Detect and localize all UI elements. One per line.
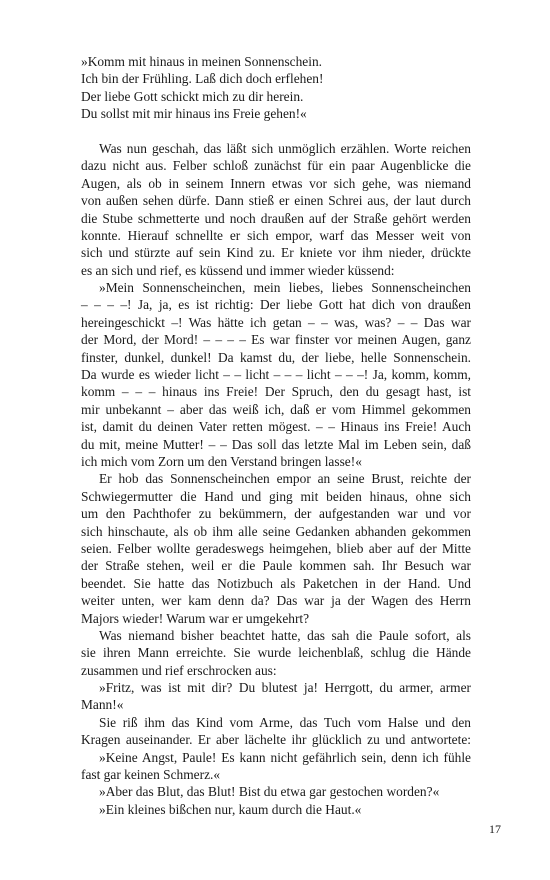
text-line: Schwiegermutter die Hand und ging mit beiden hinaus, ohne sich xyxy=(81,488,471,504)
poem-line: Der liebe Gott schickt mich zu dir herein. xyxy=(81,88,304,104)
text-line: hereingeschickt –! Was hätte ich getan – – was, was? – – Das war xyxy=(81,314,471,330)
text-line: es an sich und rief, es küssend und immer wieder küssend: xyxy=(81,262,395,278)
text-line: du mit, meine Mutter! – – Das soll das letzte Mal im Leben sein, daß xyxy=(81,436,471,452)
text-line: komm – – – hinaus ins Freie! Der Spruch, den du gesagt hast, ist xyxy=(81,384,471,400)
text-line: »Ein kleines bißchen nur, kaum durch die Haut.« xyxy=(99,801,362,817)
text-line: zusammen und rief erschrocken aus: xyxy=(81,662,277,678)
poem-line: Du sollst mit mir hinaus ins Freie gehen!« xyxy=(81,106,307,122)
text-line: der Straße stehen, weil er die Paule kommen sah. Ihr Besuch war xyxy=(81,558,471,574)
text-line: beendet. Sie hatte das Notizbuch als Paketchen in der Hand. Und xyxy=(81,575,471,591)
text-line: Da wurde es wieder licht – – licht – – – licht – – –! Ja, komm, komm, xyxy=(81,367,471,383)
text-line: mir unbekannt – aber das weiß ich, daß er vom Himmel gekommen xyxy=(81,401,471,417)
text-line: um den Pachthofer zu bekümmern, der aufgestanden war und vor xyxy=(81,506,471,522)
text-line: Majors wieder! Warum war er umgekehrt? xyxy=(81,610,310,626)
text-line: Kragen auseinander. Er aber lächelte ihr glücklich zu und antwortete: xyxy=(81,732,471,748)
text-line: Augen, als ob in seinem Innern etwas vor sich gehe, was niemand xyxy=(81,175,471,191)
poem-line: »Komm mit hinaus in meinen Sonnenschein. xyxy=(81,54,323,69)
poem-line: Ich bin der Frühling. Laß dich doch erflehen! xyxy=(81,71,324,87)
text-line: fast gar keinen Schmerz.« xyxy=(81,767,221,783)
page-body xyxy=(81,53,471,818)
text-line: Mann!« xyxy=(81,697,124,713)
text-line: der Mord, der Mord! – – – – Es war finster vor meinen Augen, ganz xyxy=(81,332,471,348)
text-line: dazu nicht aus. Felber schloß zunächst für ein paar Augenblicke die xyxy=(81,158,471,174)
text-line: konnte. Hierauf schnellte er sich empor, warf das Messer weit von xyxy=(81,227,471,243)
text-line: sich hinschaute, als ob ihm alle seine Gedanken abhanden gekommen xyxy=(81,523,471,539)
page-number: 17 xyxy=(489,822,501,836)
text-line: Sie riß ihm das Kind vom Arme, das Tuch vom Halse und den xyxy=(99,714,471,730)
stanza-gap xyxy=(81,123,471,140)
prose-text xyxy=(81,140,471,818)
text-line: Was nun geschah, das läßt sich unmöglich erzählen. Worte reichen xyxy=(99,140,471,156)
text-line: seien. Felber wollte geradeswegs heimgehen, blieb aber auf der Mitte xyxy=(81,540,471,556)
text-line: »Aber das Blut, das Blut! Bist du etwa gar gestochen worden?« xyxy=(99,784,440,800)
text-line: – – – –! Ja, ja, es ist richtig: Der liebe Gott hat dich von draußen xyxy=(81,297,471,313)
text-line: Was niemand bisher beachtet hatte, das sah die Paule sofort, als xyxy=(99,627,471,643)
text-line: von außen sehen dürfe. Dann stieß er einen Schrei aus, der laut durch xyxy=(81,193,471,209)
text-line: ist, damit du deinen Vater retten mögest. – – Hinaus ins Freie! Auch xyxy=(81,419,471,435)
text-line: »Fritz, was ist mit dir? Du blutest ja! Herrgott, du armer, armer xyxy=(99,680,471,696)
text-line: »Mein Sonnenscheinchen, mein liebes, liebes Sonnenscheinchen xyxy=(99,280,471,296)
text-line: die Stube schmetterte und noch draußen auf der Straße gehört werden xyxy=(81,210,471,226)
text-line: sich und stürzte auf sein Kind zu. Er kniete vor ihm nieder, drückte xyxy=(81,245,471,261)
text-line: ich mich vom Zorn um den Verstand bringen lasse!« xyxy=(81,453,362,469)
text-line: Er hob das Sonnenscheinchen empor an seine Brust, reichte der xyxy=(99,471,471,487)
text-line: sie ihren Mann erreichte. Sie wurde leichenblaß, schlug die Hände xyxy=(81,645,471,661)
text-line: finster, dunkel, dunkel! Da kamst du, der liebe, helle Sonnenschein. xyxy=(81,349,471,365)
text-line: »Keine Angst, Paule! Es kann nicht gefährlich sein, denn ich fühle xyxy=(99,749,471,765)
poem-stanza xyxy=(81,53,471,123)
text-line: weiter unten, wer kam denn da? Das war ja der Wagen des Herrn xyxy=(81,593,471,609)
